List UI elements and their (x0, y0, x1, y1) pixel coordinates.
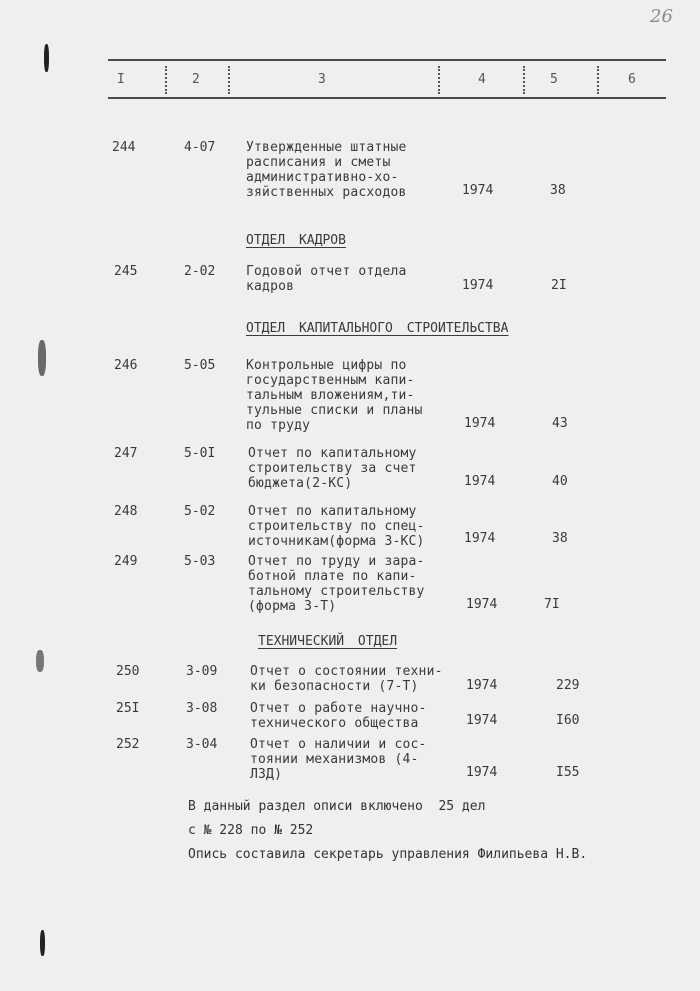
row-number: 246 (114, 358, 138, 373)
row-title: Утвержденные штатные расписания и сметы административно-хо- зяйственных расходов (246, 140, 407, 200)
row-sheets: 38 (550, 183, 566, 198)
row-year: 1974 (464, 531, 496, 546)
row-year: 1974 (462, 278, 494, 293)
row-code: 3-04 (186, 737, 218, 752)
row-code: 5-02 (184, 504, 216, 519)
row-code: 3-09 (186, 664, 218, 679)
row-sheets: I55 (556, 765, 580, 780)
row-sheets: I60 (556, 713, 580, 728)
column-number-6: 6 (628, 72, 636, 87)
footer-range-note: с № 228 по № 252 (188, 823, 314, 838)
section-heading: ОТДЕЛ КАДРОВ (246, 233, 346, 248)
row-sheets: 7I (544, 597, 560, 612)
row-code: 2-02 (184, 264, 216, 279)
row-year: 1974 (462, 183, 494, 198)
row-year: 1974 (466, 678, 498, 693)
row-code: 5-0I (184, 446, 216, 461)
row-title: Отчет о состоянии техни- ки безопасности (7-Т) (250, 664, 443, 694)
section-heading: ОТДЕЛ КАПИТАЛЬНОГО СТРОИТЕЛЬСТВА (246, 321, 509, 336)
footer-compiler-note: Опись составила секретарь управления Филипьева Н.В. (188, 847, 588, 862)
page-number: 26 (650, 6, 673, 27)
row-year: 1974 (464, 474, 496, 489)
column-separator (165, 66, 169, 94)
row-number: 244 (112, 140, 136, 155)
binding-hole-mark (38, 340, 46, 376)
row-year: 1974 (466, 765, 498, 780)
section-heading: ТЕХНИЧЕСКИЙ ОТДЕЛ (258, 634, 398, 649)
column-number-1: I (117, 72, 125, 87)
row-year: 1974 (466, 713, 498, 728)
binding-hole-mark (40, 930, 45, 956)
column-number-5: 5 (550, 72, 558, 87)
row-title: Годовой отчет отдела кадров (246, 264, 407, 294)
row-sheets: 38 (552, 531, 568, 546)
row-number: 248 (114, 504, 138, 519)
row-code: 3-08 (186, 701, 218, 716)
header-top-rule (108, 59, 666, 61)
row-number: 25I (116, 701, 140, 716)
row-number: 249 (114, 554, 138, 569)
row-title: Отчет о наличии и сос- тоянии механизмов (4- ЛЗД) (250, 737, 427, 782)
row-sheets: 229 (556, 678, 580, 693)
row-number: 250 (116, 664, 140, 679)
row-year: 1974 (464, 416, 496, 431)
row-code: 5-05 (184, 358, 216, 373)
column-separator (523, 66, 527, 94)
row-sheets: 40 (552, 474, 568, 489)
column-number-3: 3 (318, 72, 326, 87)
row-year: 1974 (466, 597, 498, 612)
row-sheets: 2I (551, 278, 567, 293)
row-number: 252 (116, 737, 140, 752)
header-bottom-rule (108, 97, 666, 99)
row-number: 245 (114, 264, 138, 279)
row-title: Отчет по капитальному строительству по спец- источникам(форма 3-КС) (248, 504, 425, 549)
row-code: 4-07 (184, 140, 216, 155)
row-title: Отчет о работе научно- технического общества (250, 701, 427, 731)
column-separator (228, 66, 232, 94)
row-title: Отчет по труду и зара- ботной плате по капи- тальному строительству (форма 3-Т) (248, 554, 425, 614)
binding-hole-mark (44, 44, 49, 72)
row-number: 247 (114, 446, 138, 461)
column-number-2: 2 (192, 72, 200, 87)
column-separator (438, 66, 442, 94)
column-number-4: 4 (478, 72, 486, 87)
binding-hole-mark (36, 650, 44, 672)
row-code: 5-03 (184, 554, 216, 569)
row-title: Контрольные цифры по государственным капи- тальным вложениям,ти- тульные списки и планы по труду (246, 358, 423, 433)
column-separator (597, 66, 601, 94)
row-title: Отчет по капитальному строительству за счет бюджета(2-КС) (248, 446, 417, 491)
footer-count-note: В данный раздел описи включено 25 дел (188, 799, 486, 814)
row-sheets: 43 (552, 416, 568, 431)
